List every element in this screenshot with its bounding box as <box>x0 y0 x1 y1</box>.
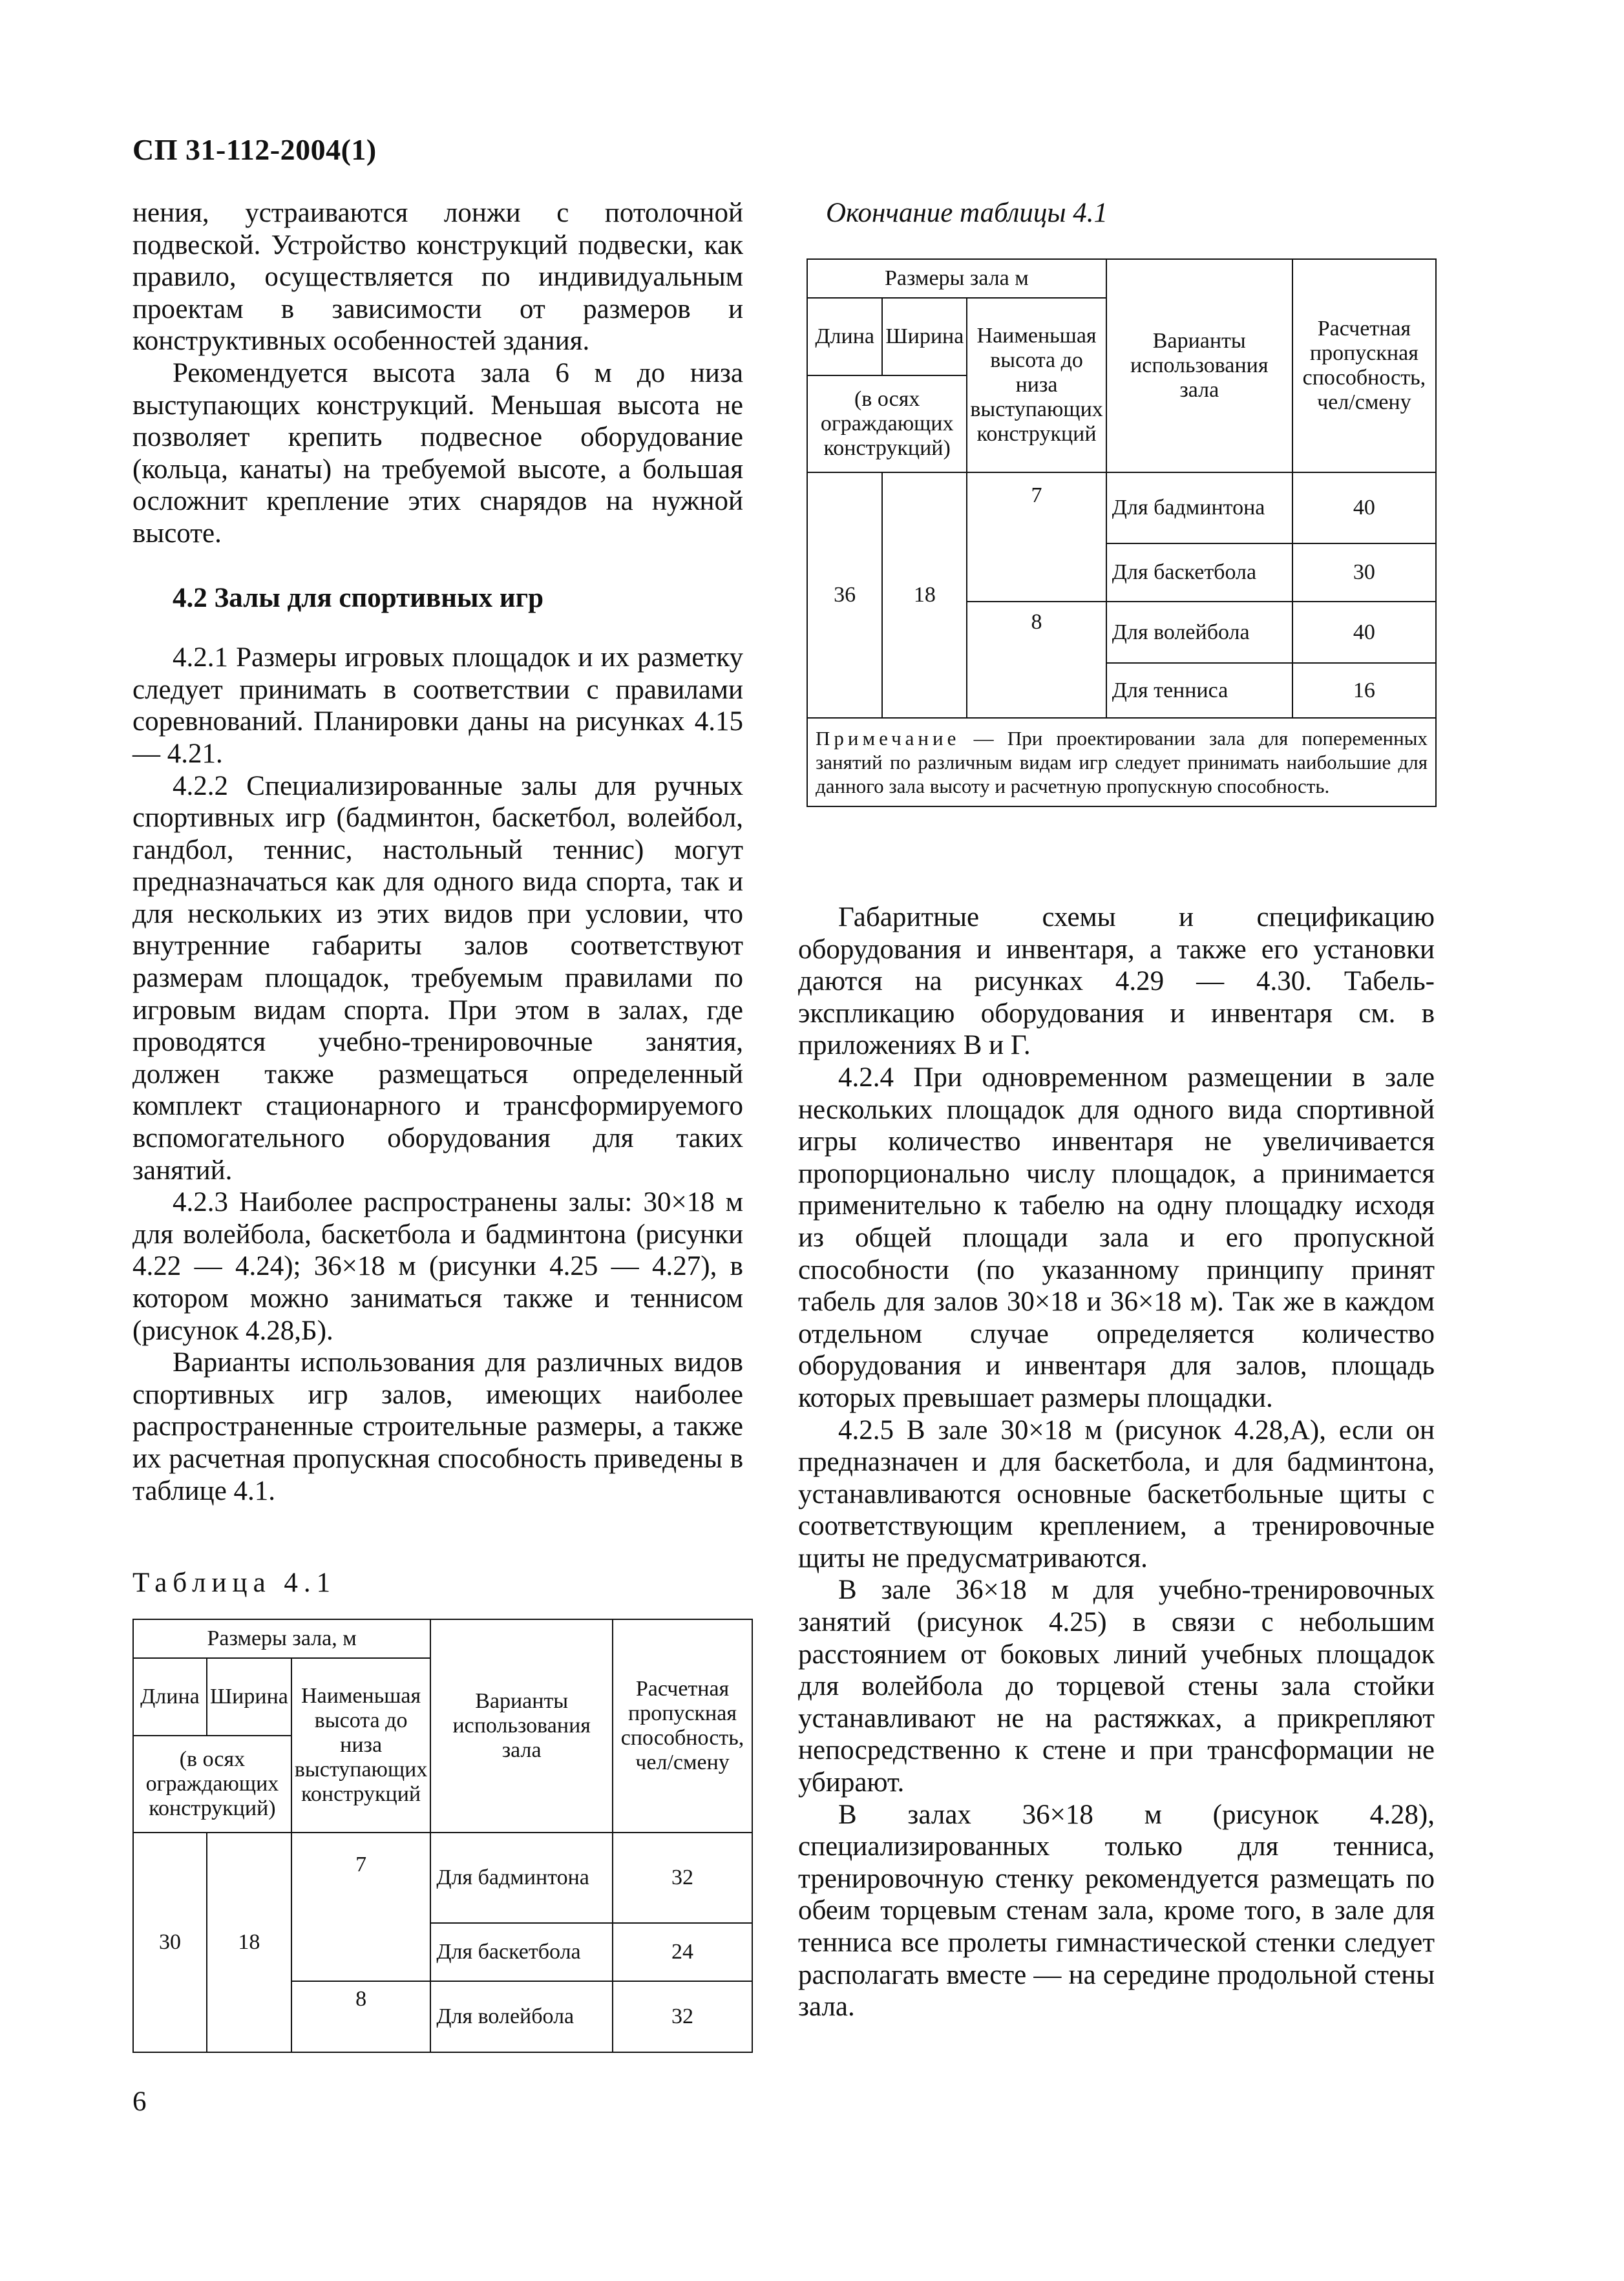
paragraph: Варианты использования для различных видов спортивных игр залов, имеющих наиболее распространенные строительные размеры, а также их расчетная пропускная способность приведены в таблице 4.1. <box>132 1347 743 1506</box>
table-cell: 18 <box>207 1833 291 2052</box>
paragraph: 4.2.2 Специализированные залы для ручных спортивных игр (бадминтон, баскетбол, волейбол, гандбол, теннис, настольный теннис) могут предназначаться как для одного вида спорта, так и для нескольких из этих видов при условии, что внутренние габариты залов соответствуют размерам площадок, требуемым правилами по игровым видам спорта. При этом в залах, где проводятся учебно-тренировочные занятия, должен также размещаться определенный комплект стационарного и трансформируемого вспомогательного оборудования для таких занятий. <box>132 770 743 1186</box>
table-continuation-caption: Окончание таблицы 4.1 <box>826 198 1108 228</box>
header-cell: Ширина <box>882 298 967 375</box>
table-cell: Для волейбола <box>1106 602 1292 663</box>
left-column <box>132 197 743 1507</box>
page-number: 6 <box>132 2087 147 2117</box>
table-cell: 18 <box>882 472 967 718</box>
table-cell: 7 <box>967 472 1106 602</box>
table-4-1 <box>132 1619 753 2053</box>
header-cell: Ширина <box>207 1658 291 1736</box>
header-cell: Длина <box>133 1658 207 1736</box>
table-cell: 7 <box>291 1833 430 1981</box>
header-cell: Наименьшая высота до низа выступающих конструкций <box>291 1658 430 1833</box>
table-cell: 40 <box>1292 602 1436 663</box>
paragraph: В залах 36×18 м (рисунок 4.28), специализированных только для тенниса, тренировочную стенку рекомендуется размещать по обеим торцевым стенам зала, кроме того, в зале для тенниса все пролеты гимнастической стенки следует располагать вместе — на середине продольной стены зала. <box>798 1799 1435 2023</box>
table-cell: 30 <box>133 1833 207 2052</box>
paragraph: В зале 36×18 м для учебно-тренировочных занятий (рисунок 4.25) в связи с небольшим расстоянием от боковых линий учебных площадок для волейбола до торцевой стены зала стойки устанавливают не на растяжках, а прикрепляют непосредственно к стене и при трансформации не убирают. <box>798 1575 1435 1798</box>
paragraph: нения, устраиваются лонжи с потолочной подвеской. Устройство конструкций подвески, как правило, осуществляется по индивидуальным проектам в зависимости от размеров и конструктивных особенностей здания. <box>132 198 743 357</box>
table-note <box>807 718 1436 806</box>
table-cell: Для баскетбола <box>430 1923 613 1981</box>
table-cell: 8 <box>291 1981 430 2052</box>
header-cell: Варианты использования зала <box>430 1619 613 1833</box>
paragraph: 4.2.5 В зале 30×18 м (рисунок 4.28,А), если он предназначен и для баскетбола, и для бадминтона, устанавливаются основные баскетбольные щиты с соответствующим креплением, а тренировочные щиты не предусматриваются. <box>798 1414 1435 1573</box>
table-cell: 32 <box>613 1981 752 2052</box>
right-column <box>798 901 1435 2023</box>
table-cell: 40 <box>1292 472 1436 543</box>
table-cell: Для волейбола <box>430 1981 613 2052</box>
table-cell: Для бадминтона <box>1106 472 1292 543</box>
header-cell: Расчетная пропускная способность, чел/смену <box>1292 259 1436 472</box>
header-cell: Варианты использования зала <box>1106 259 1292 472</box>
table-cell: Для бадминтона <box>430 1833 613 1923</box>
paragraph: 4.2.1 Размеры игровых площадок и их разметку следует принимать в соответствии с правилами соревнований. Планировки даны на рисунках 4.15 — 4.21. <box>132 642 743 769</box>
header-cell: Наименьшая высота до низа выступающих конструкций <box>967 298 1106 472</box>
header-cell: Размеры зала м <box>807 259 1106 298</box>
header-cell: Размеры зала, м <box>133 1619 430 1658</box>
header-cell: Расчетная пропускная способность, чел/смену <box>613 1619 752 1833</box>
header-cell: (в осях ограждающих конструкций) <box>133 1736 291 1833</box>
table-cell: 36 <box>807 472 882 718</box>
table-caption: Таблица 4.1 <box>132 1568 337 1598</box>
header-cell: (в осях ограждающих конструкций) <box>807 375 967 472</box>
table-cell: 32 <box>613 1833 752 1923</box>
paragraph: Габаритные схемы и спецификацию оборудования и инвентаря, а также его установки даются на рисунках 4.29 — 4.30. Табель-экспликацию оборудования и инвентаря см. в приложениях В и Г. <box>798 902 1435 1061</box>
document-header: СП 31-112-2004(1) <box>132 133 377 166</box>
section-title: 4.2 Залы для спортивных игр <box>173 582 544 613</box>
table-cell: 8 <box>967 602 1106 718</box>
note-label: Примечание <box>816 727 960 750</box>
table-cell: Для тенниса <box>1106 663 1292 718</box>
paragraph: Рекомендуется высота зала 6 м до низа выступающих конструкций. Меньшая высота не позволяет крепить подвесное оборудование (кольца, канаты) на требуемой высоте, а большая осложнит крепление этих снарядов на нужной высоте. <box>132 357 743 549</box>
note-text: — При проектировании зала для попеременных занятий по различным видам игр следует принимать наибольшие для данного зала высоту и расчетную пропускную способность. <box>816 727 1428 797</box>
table-cell: 16 <box>1292 663 1436 718</box>
table-cell: 30 <box>1292 543 1436 602</box>
table-cell: Для баскетбола <box>1106 543 1292 602</box>
table-cell: 24 <box>613 1923 752 1981</box>
paragraph: 4.2.3 Наиболее распространены залы: 30×18 м для волейбола, баскетбола и бадминтона (рисунки 4.22 — 4.24); 36×18 м (рисунки 4.25 — 4.27), в котором можно заниматься также и теннисом (рисунок 4.28,Б). <box>132 1187 743 1346</box>
table-4-1-end <box>807 258 1437 807</box>
header-cell: Длина <box>807 298 882 375</box>
paragraph: 4.2.4 При одновременном размещении в зале нескольких площадок для одного вида спортивной игры количество инвентаря не увеличивается пропорционально числу площадок, а принимается применительно к табелю на одну площадку исходя из общей площади зала и его пропускной способности (по указанному принципу принят табель для залов 30×18 и 36×18 м). Так же в каждом отдельном случае определяется количество оборудования и инвентаря для залов, площадь которых превышает размеры площадки. <box>798 1062 1435 1413</box>
